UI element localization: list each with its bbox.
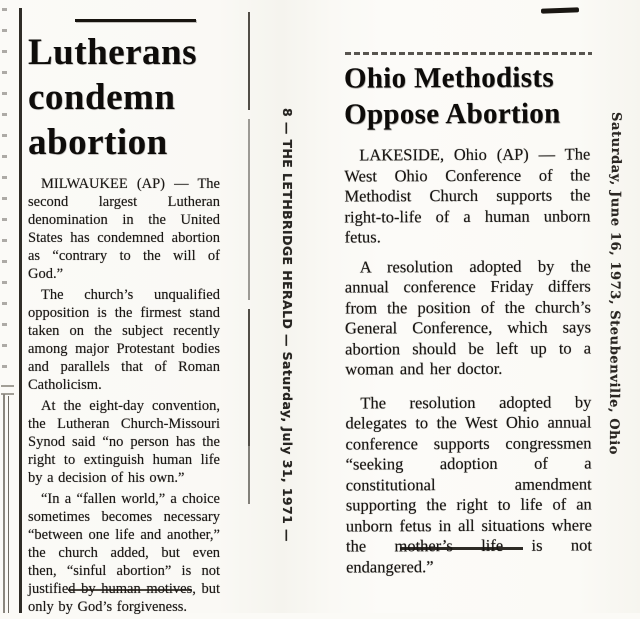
paragraph: “In a “fallen world,” a choice sometimes becomes necessary “between one life and another,” the church added, but even then, “sinful abortion” is not justified by human motives, but only by God’s forgiveness. bbox=[28, 491, 220, 615]
left-article-body bbox=[28, 175, 220, 616]
article-ohio-methodists-oppose-abortion bbox=[344, 59, 592, 586]
left-column-rule bbox=[19, 8, 22, 613]
paragraph: The church’s unqualified opposition is the firmest stand taken on the subject recently among major Protestant bodies and parallels that of Roman Catholicism. bbox=[28, 287, 220, 393]
lethbridge-herald-spine-text: 8 — THE LETHBRIDGE HERALD — Saturday, July 31, 1971 — bbox=[280, 108, 295, 542]
article-lutherans-condemn-abortion bbox=[28, 30, 220, 619]
scan-edge-tick-marks bbox=[2, 8, 7, 380]
left-headline-top-rule bbox=[75, 19, 196, 22]
paragraph: At the eight-day convention, the Lutheran Church-Missouri Synod said “no person has the right to extinguish human life by a decision of his own.” bbox=[28, 398, 220, 486]
headline-line: Lutherans bbox=[28, 32, 197, 73]
steubenville-dateline-spine-text: Saturday, June 16, 1973, Steubenville, Ohio bbox=[605, 111, 624, 456]
scan-edge-vertical-line bbox=[3, 394, 5, 613]
middle-column-rule bbox=[248, 12, 250, 504]
right-article-headline bbox=[344, 59, 590, 132]
headline-line: condemn bbox=[28, 77, 176, 118]
headline-line: abortion bbox=[28, 122, 168, 163]
headline-line: Ohio Methodists bbox=[343, 61, 554, 95]
right-article-body bbox=[344, 144, 592, 577]
headline-line: Oppose Abortion bbox=[344, 97, 561, 131]
left-article-headline bbox=[28, 30, 220, 165]
right-headline-top-rule bbox=[345, 52, 592, 55]
paragraph: A resolution adopted by the annual conference Friday differs from the position of the church’s General Conference, which says abortion should be left up to a woman and her doctor. bbox=[344, 255, 592, 379]
paragraph: MILWAUKEE (AP) — The second largest Lutheran denomination in the United States has condemned abortion as “contrary to the will of God.” bbox=[28, 176, 220, 282]
paragraph: LAKESIDE, Ohio (AP) — The West Ohio Conference of the Methodist Church supports the right-to-life of a human unborn fetus. bbox=[344, 144, 591, 247]
scan-edge-vertical-line bbox=[8, 396, 9, 613]
paragraph: The resolution adopted by delegates to the West Ohio annual conference supports congressmen “seeking adoption of a constitutional amendment supporting the right to life of an unborn fetus in all situations where the mother’s life is not endangered.” bbox=[345, 391, 593, 577]
scan-top-edge-mark bbox=[541, 7, 579, 13]
